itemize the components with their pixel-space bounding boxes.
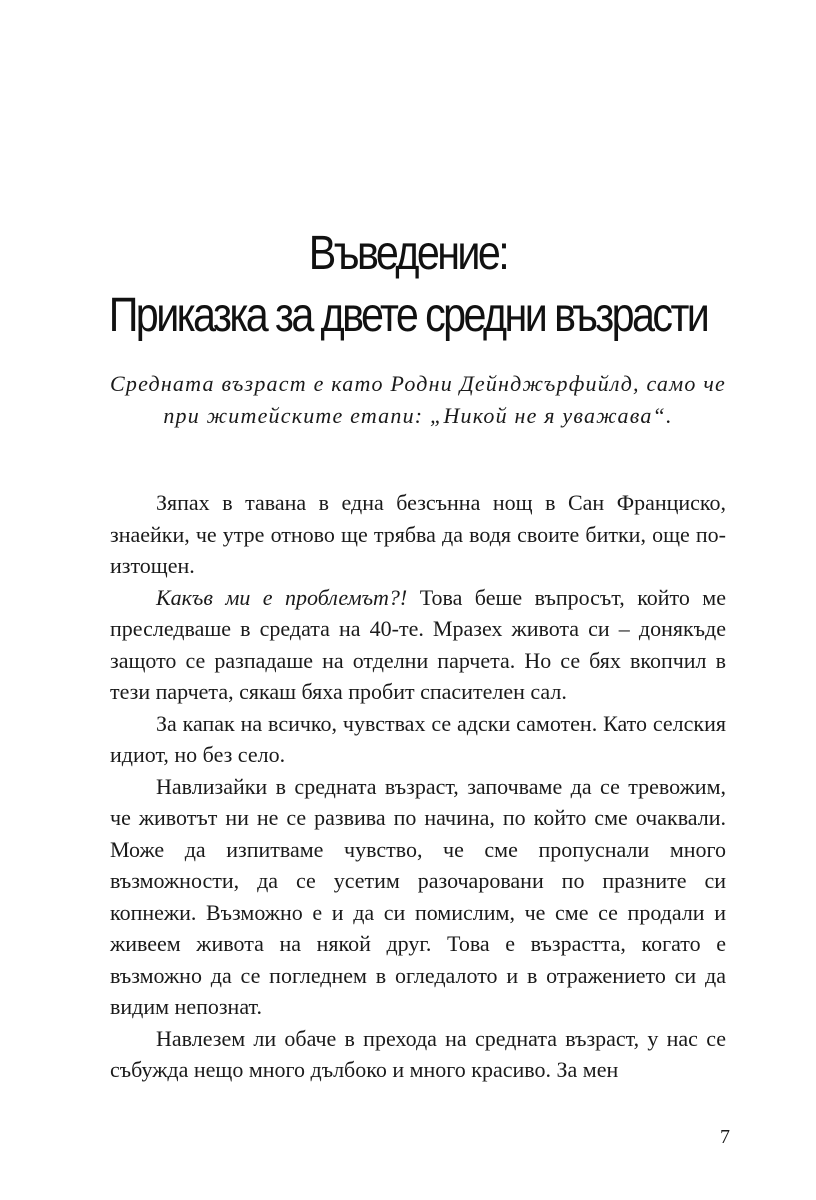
- paragraph-4: Навлизайки в средната възраст, започваме да се тревожим, че животът ни не се развива по начина, по който сме очаквали. Може да изпитваме чувство, че сме пропуснали много възможности, да се усетим разочаровани по празните си копнежи. Възможно е и да си помислим, че сме се продали и живеем живота на някой друг. Това е възрастта, когато е възможно да се погледнем в огледалото и в отражението си да видим непознат.: [110, 773, 726, 1019]
- body-text: [110, 487, 726, 1086]
- paragraph-3: За капак на всичко, чувствах се адски самотен. Като селския идиот, но без село.: [110, 710, 726, 767]
- paragraph-1: Зяпах в тавана в една безсънна нощ в Сан Франциско, знаейки, че утре отново ще трябва да водя своите битки, още по-изтощен.: [110, 490, 726, 578]
- chapter-title-line-1: Въведение:: [308, 227, 508, 280]
- paragraph-2-text: Това беше въпросът, който ме преследваше в средата на 40-те. Мразех живота си – донякъде защото се разпадаше на отделни парчета. Но се бях вкопчил в тези парчета, сякаш бяха пробит спасителен сал.: [110, 584, 726, 704]
- epigraph: Средната възраст е като Родни Дейнджърфийлд, само че при житейските етапи: „Никой не я уважава“.: [110, 371, 726, 428]
- paragraph-5: Навлезем ли обаче в прехода на средната възраст, у нас се събужда нещо много дълбоко и много красиво. За мен: [110, 1025, 726, 1082]
- chapter-title-line-2: Приказка за двете средни възрасти: [108, 289, 708, 342]
- paragraph-2: [110, 582, 726, 708]
- paragraph-2-italic-question: Какъв ми е проблемът?!: [156, 584, 408, 610]
- page-number: 7: [720, 1126, 730, 1148]
